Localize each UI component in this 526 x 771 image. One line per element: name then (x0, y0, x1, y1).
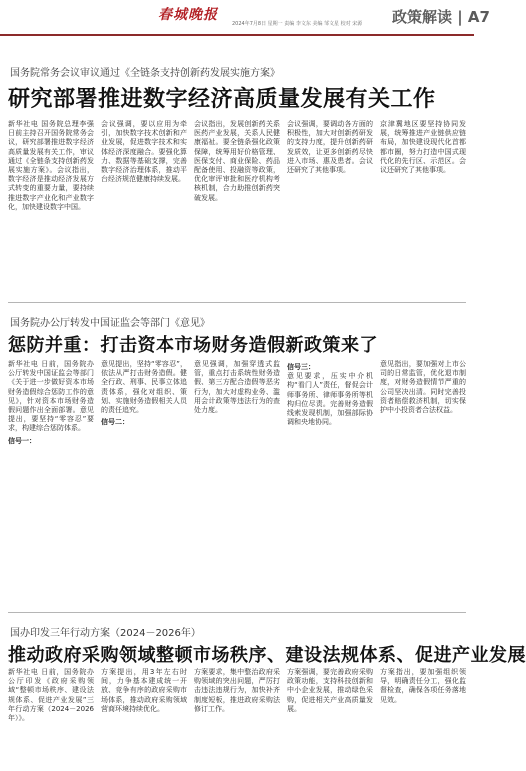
article-3-body (8, 668, 466, 764)
article-1-body (8, 120, 466, 298)
section-title: 政策解读 | A7 (392, 8, 490, 26)
issue-info: 2024年7月8日 星期一 责编 李文东 美编 邹文星 校对 宋源 (232, 21, 363, 27)
divider (8, 302, 466, 303)
article-1-column: 会议指出，发展创新药关系医药产业发展，关系人民健康福祉。要全链条强化政策保障，统筹用好价格管理、医保支付、商业保险、药品配备使用、投融资等政策，优化审评审批和医疗机构考核机制，合力助推创新药突破发展。 (194, 120, 280, 202)
article-1-column: 京津冀地区要坚持协同发展，统筹推进产业链供应链布局，加快建设现代化首都都市圈，努力打造中国式现代化的先行区、示范区。会议还研究了其他事项。 (380, 120, 466, 175)
article-1-kicker: 国务院常务会议审议通过《全链条支持创新药发展实施方案》 (10, 68, 280, 79)
article-3-column: 方案指出，要加强组织领导，明确责任分工，强化监督检查，确保各项任务落地见效。 (380, 668, 466, 704)
article-2-kicker: 国务院办公厅转发中国证监会等部门《意见》 (10, 318, 210, 329)
divider (8, 612, 466, 613)
article-1-column: 新华社电 国务院总理李强日前主持召开国务院常务会议，研究部署推进数字经济高质量发展有关工作，审议通过《全链条支持创新药发展实施方案》。会议指出，数字经济是推动经济发展方式转变的重要力量，要持续推进数字产业化和产业数字化，加快建设数字中国。 (8, 120, 94, 211)
article-2-column (101, 360, 187, 590)
article-2-body (8, 360, 466, 590)
masthead (0, 0, 490, 36)
article-1-headline: 研究部署推进数字经济高质量发展有关工作 (8, 87, 436, 112)
newspaper-logo: 春城晚报 (158, 7, 218, 23)
article-2-headline: 惩防并重：打击资本市场财务造假新政策来了 (8, 335, 378, 356)
article-2-column: 意见指出，要加强对上市公司的日常监管，优化退市制度，对财务造假情节严重的公司坚决出清。同时完善投资者赔偿救济机制，切实保护中小投资者合法权益。 (380, 360, 466, 415)
article-2-column-text: 意见提出，坚持“零容忍”，依法从严打击财务造假。健全行政、刑事、民事立体追责体系，强化对组织、策划、实施财务造假相关人员的责任追究。 (101, 360, 187, 415)
article-1-column: 会议强调，要调动各方面的积极性，加大对创新药研发的支持力度，提升创新药研发质效，让更多创新药尽快进入市场、惠及患者。会议还研究了其他事项。 (287, 120, 373, 175)
article-3-kicker: 国办印发三年行动方案（2024－2026年） (10, 628, 201, 639)
article-2-column-text: 意见要求，压实中介机构“看门人”责任，督促会计师事务所、律师事务所等机构归位尽责。完善财务造假线索发现机制，加强部际协调和央地协同。 (287, 372, 373, 427)
article-2-column (8, 360, 94, 590)
subhead: 信号二： (101, 418, 129, 427)
subhead: 信号三： (287, 363, 315, 371)
article-3-column: 方案强调，要完善政府采购政策功能，支持科技创新和中小企业发展，推动绿色采购，促进相关产业高质量发展。 (287, 668, 373, 713)
article-3-column: 方案要求，集中整治政府采购领域的突出问题，严厉打击违法违规行为，加快补齐制度短板，推进政府采购法修订工作。 (194, 668, 280, 713)
article-2-column: 意见强调，加强穿透式监管，重点打击系统性财务造假、第三方配合造假等恶劣行为，加大对虚构业务、滥用会计政策等违法行为的查处力度。 (194, 360, 280, 415)
article-3-headline: 推动政府采购领域整顿市场秩序、建设法规体系、促进产业发展 (8, 645, 526, 666)
article-2-column-text: 新华社电 日前，国务院办公厅转发中国证监会等部门《关于进一步做好资本市场财务造假综合惩防工作的意见》，针对资本市场财务造假问题作出全面部署。意见提出，要坚持“零容忍”要求，构建综合惩防体系。 (8, 360, 94, 433)
article-2-column (287, 360, 373, 590)
article-3-column: 新华社电 日前，国务院办公厅印发《政府采购领域“整顿市场秩序、建设法规体系、促进产业发展”三年行动方案（2024－2026年）》。 (8, 668, 94, 723)
article-3-column: 方案提出，用3年左右时间，力争基本建成统一开放、竞争有序的政府采购市场体系，推动政府采购领域营商环境持续优化。 (101, 668, 187, 713)
subhead: 信号一： (8, 436, 36, 445)
article-1-column: 会议强调，要以应用为牵引，加快数字技术创新和产业发展，促进数字技术和实体经济深度融合。要强化算力、数据等基础支撑，完善数字经济治理体系，推动平台经济规范健康持续发展。 (101, 120, 187, 184)
